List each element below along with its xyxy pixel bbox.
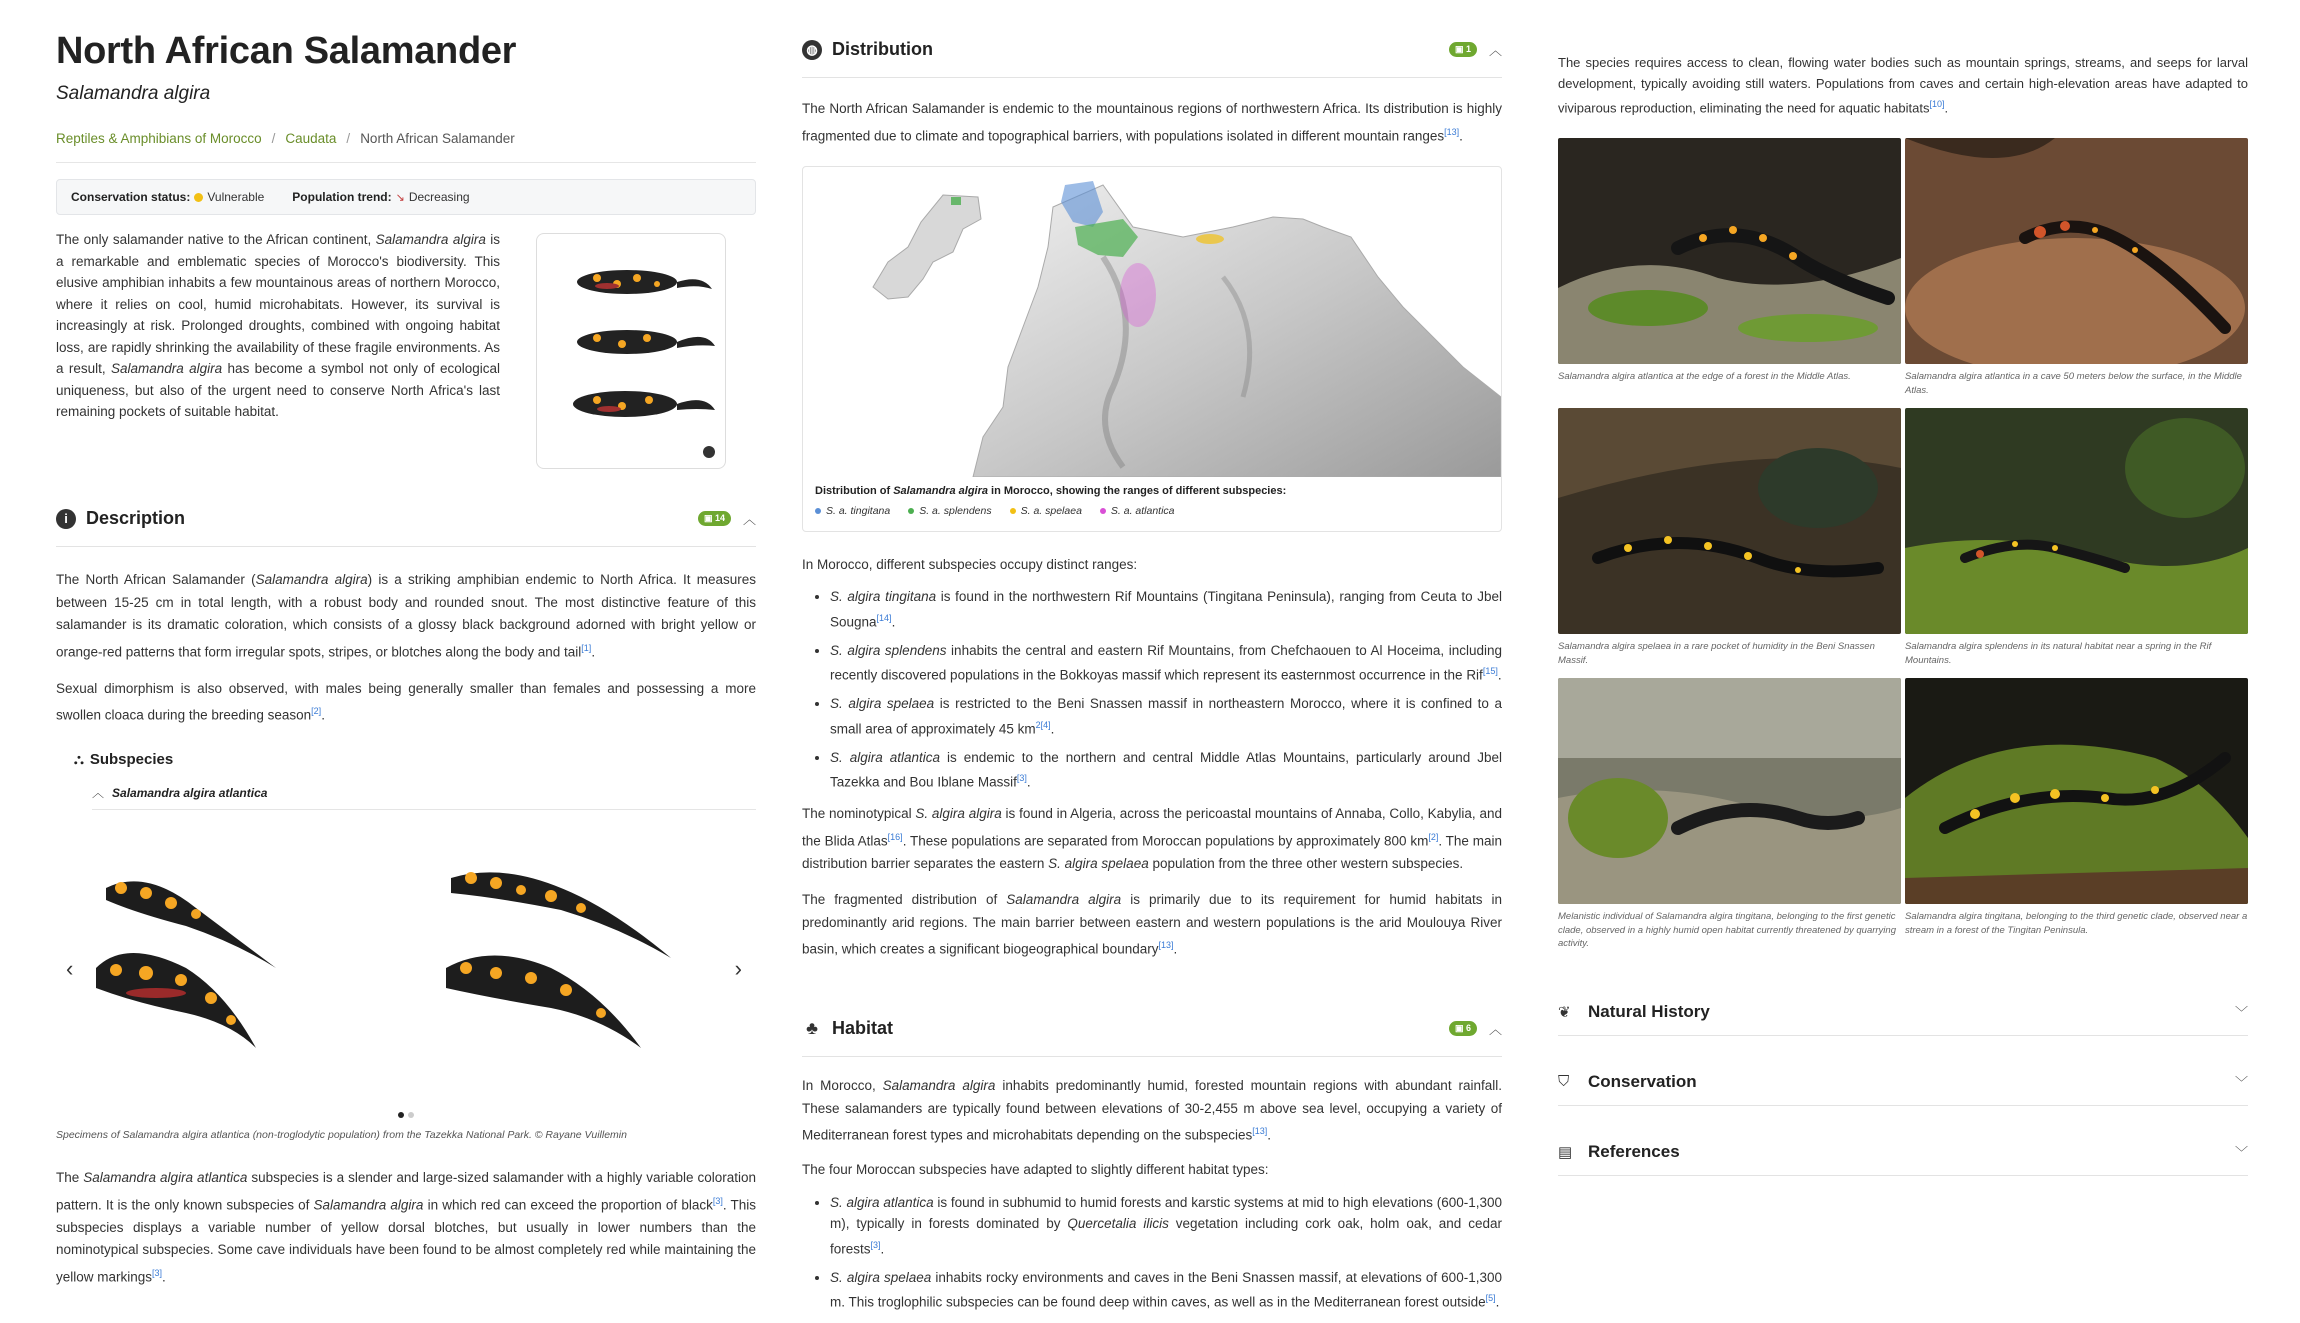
habitat-header[interactable] [802,1001,1502,1057]
gallery-item[interactable] [1905,138,2248,408]
conservation-status [71,190,264,204]
list-item: • S. algira spelaea is restricted to the Beni Snassen massif in northeastern Morocco, where it is confined to a small area of approximately 45 $km^{2[4]}$. [830,693,1502,740]
species-thumbnail[interactable] [536,233,726,469]
breadcrumb-current: North African Salamander [360,131,515,146]
carousel-caption: Specimens of Salamandra algira atlantica (non-troglodytic population) from the Tazekka National Park. © Rayane Vuillemin [56,1129,627,1141]
carousel-prev-button[interactable]: ‹ [66,956,74,981]
intro [56,229,756,469]
breadcrumb-link-reptiles[interactable]: Reptiles & Amphibians of Morocco [56,131,262,146]
habitat-title: Habitat [832,1018,894,1038]
legend-item-tingitana: S. a. tingitana [815,505,890,517]
chevron-down-icon[interactable]: ﹀ [2234,1005,2248,1021]
legend-dot-icon [908,508,914,514]
section-references[interactable] [1558,1128,2248,1176]
habitat-paragraph-1: In Morocco, Salamandra algira inhabits predominantly humid, forested mountain regions with abundant rainfall. These salamanders are typically found between elevations of 30-2,455 m above sea level, occupying a variety of Mediterranean forest types and microhabitats depending on the subspecies[13]. [802,1078,1503,1143]
gallery-item[interactable] [1905,408,2248,678]
legend-dot-icon [1010,508,1016,514]
habitat-gallery [1558,138,2248,948]
legend-dot-icon [815,508,821,514]
chevron-up-icon[interactable]: ︿ [1488,1022,1502,1037]
population-trend [292,190,469,204]
gallery-item[interactable] [1558,678,1901,948]
info-icon: i [56,509,76,529]
gallery-photo [1905,138,2248,364]
book-icon: ▤ [1558,1143,1573,1161]
status-value: Vulnerable [207,190,265,204]
list-item: • S. algira splendens inhabits the central and eastern Rif Mountains, from Chefchaouen to Al Hoceima, including recently discovered populations in the Bokkoyas massif which represent its easternmost occurrence in the Rif[15]. [830,640,1502,687]
status-label: Conservation status: [71,190,191,204]
hierarchy-icon: ⛬ [74,751,84,767]
salamander-photo-left [86,848,286,1078]
breadcrumb [56,131,756,163]
leaf-icon: ❦ [1558,1003,1571,1021]
legend-dot-icon [1100,508,1106,514]
view-icon[interactable] [703,446,715,458]
list-item: • S. algira atlantica is endemic to the northern and central Middle Atlas Mountains, particularly around Jbel Tazekka and Bou Iblane Massif[3]. [830,747,1502,794]
distribution-title: Distribution [832,39,933,59]
gallery-photo [1558,678,1901,904]
carousel-dots [56,1106,756,1121]
distribution-paragraph-3: The nominotypical S. algira algira is found in Algeria, across the pericoastal mountains of Annaba, Collo, Kabylia, and the Blida Atlas[16]. These populations are separated from Moroccan populations by approximately 800 km[2]. The main distribution barrier separates the eastern S. algira spelaea population from the three other western subspecies. [802,806,1502,871]
carousel-dot-active[interactable] [398,1112,404,1118]
image-count-badge: ▣ 1 [1449,42,1477,57]
subspecies-heading: ⛬ Subspecies [74,751,174,768]
map-caption: Distribution of Salamandra algira in Morocco, showing the ranges of different subspecies: [815,484,1287,497]
status-bar [56,179,756,215]
description-paragraph-2: Sexual dimorphism is also observed, with males being generally smaller than females and possessing a more swollen cloaca during the breeding season[2]. [56,680,756,723]
section-conservation[interactable] [1558,1058,2248,1106]
distribution-paragraph-4: The fragmented distribution of Salamandra algira is primarily due to its requirement for humid habitats in predominantly arid regions. The main barrier between eastern and western populations is the arid Moulouya River basin, which creates a significant biogeographical boundary[13]. [802,892,1503,957]
trend-value: Decreasing [408,190,470,204]
list-item: • S. algira tingitana is found in the northwestern Rif Mountains (Tingitana Peninsula), ranging from Ceuta to Jbel Sougna[14]. [830,586,1502,633]
habitat-paragraph-3: The species requires access to clean, flowing water bodies such as mountain springs, streams, and seeps for larval development, typically avoiding still waters. Populations from caves and certain high-elevation areas have adapted to viviparous reproduction, eliminating the need for aquatic habitats[10]. [1558,55,2248,116]
gallery-photo [1905,408,2248,634]
breadcrumb-separator: / [271,131,276,146]
subspecies-paragraph: The Salamandra algira atlantica subspecies is a slender and large-sized salamander with a highly variable coloration pattern. It is the only known subspecies of Salamandra algira in which red can exceed the proportion of black[3]. This subspecies displays a variable number of yellow dorsal blotches, but usually in lower numbers than the nominotypical subspecies. Some cave individuals have been found to be almost completely red while maintaining the yellow markings[3]. [56,1170,757,1284]
habitat-paragraph-2: The four Moroccan subspecies have adapted to slightly different habitat types: [802,1162,1269,1177]
column-right [1558,0,2248,1176]
distribution-paragraph-2: In Morocco, different subspecies occupy distinct ranges: [802,556,1138,572]
distribution-map[interactable] [802,166,1502,532]
gallery-photo [1558,408,1901,634]
page-title: North African Salamander [56,30,517,72]
scientific-name: Salamandra algira [56,83,211,104]
image-count-badge: ▣ 6 [1449,1021,1477,1036]
subspecies-carousel [56,848,756,1088]
chevron-up-icon[interactable]: ︿ [742,512,756,527]
description-title: Description [86,508,186,528]
carousel-dot[interactable] [408,1112,414,1118]
gallery-item[interactable] [1558,138,1901,408]
image-count-badge: ▣ 14 [698,511,731,526]
section-natural-history[interactable] [1558,988,2248,1036]
map-legend [815,505,1175,517]
trend-down-icon: ↘ [395,192,405,204]
distribution-list [802,586,1502,793]
gallery-caption: Salamandra algira spelaea in a rare pocket of humidity in the Beni Snassen Massif. [1558,641,1875,666]
salamander-photo-right [441,848,711,1078]
salamander-thumbnail-image [537,234,725,468]
description-header[interactable] [56,491,756,547]
legend-item-splendens: S. a. splendens [908,505,991,517]
gallery-caption: Melanistic individual of Salamandra algira tingitana, belonging to the first genetic clade, observed in a highly humid open habitat currently threatened by quarrying activity. [1558,911,1896,950]
chevron-up-icon[interactable]: ︿ [1488,43,1502,58]
gallery-caption: Salamandra algira atlantica at the edge of a forest in the Middle Atlas. [1558,371,1851,383]
description-paragraph-1: The North African Salamander (Salamandra algira) is a striking amphibian endemic to North Africa. It measures between 15-25 cm in total length, with a robust body and rounded snout. The most distinctive feature of this salamander is its dramatic coloration, which consists of a glossy black background adorned with bright yellow or orange-red patterns that form irregular spots, stripes, or blotches along the body and tail[1]. [56,572,756,659]
chevron-down-icon[interactable]: ﹀ [2234,1145,2248,1161]
habitat-list [802,1192,1502,1314]
distribution-paragraph-1: The North African Salamander is endemic to the mountainous regions of northwestern Africa. Its distribution is highly fragmented due to climate and topographical barriers, with populations isolated in different mountain ranges[13]. [802,101,1502,143]
intro-text: The only salamander native to the African continent, Salamandra algira is a remarkable and emblematic species of Morocco's biodiversity. This elusive amphibian inhabits a few mountainous areas of northern Morocco, where it relies on cool, humid microhabitats. However, its survival is increasingly at risk. Prolonged droughts, combined with ongoing habitat loss, are rapidly shrinking the availability of these fragile environments. As a result, Salamandra algira has become a symbol not only of ecological uniqueness, but also of the urgent need to conserve North Africa's last remaining pockets of suitable habitat. [56,232,501,419]
globe-icon: ◍ [802,40,822,60]
gallery-caption: Salamandra algira atlantica in a cave 50 meters below the surface, in the Middle Atlas. [1905,371,2242,396]
morocco-relief-map [803,167,1501,477]
gallery-item[interactable] [1905,678,2248,948]
tree-icon: ♣ [806,1018,818,1038]
chevron-up-icon: ︿ [92,786,105,800]
chevron-down-icon[interactable]: ﹀ [2234,1075,2248,1091]
natural-history-title: Natural History [1588,1001,1710,1021]
list-item: • S. algira atlantica is found in subhumid to humid forests and karstic systems at mid to high elevations (600-1,300 m), typically in forests dominated by Quercetalia ilicis vegetation including cork oak, holm oak, and cedar forests[3]. [830,1192,1502,1260]
gallery-item[interactable] [1558,408,1901,678]
trend-label: Population trend: [292,190,392,204]
gallery-caption: Salamandra algira tingitana, belonging to the third genetic clade, observed near a stream in a forest of the Tingitan Peninsula. [1905,911,2248,936]
subspecies-accordion-item[interactable]: ︿ Salamandra algira atlantica [92,784,756,810]
references-title: References [1588,1141,1680,1161]
carousel-next-button[interactable]: › [734,956,742,981]
list-item: • S. algira spelaea inhabits rocky environments and caves in the Beni Snassen massif, at elevations of 600-1,300 m. This troglophilic subspecies can be found deep within caves, as well as in the Mediterranean forest outside[5]. [830,1267,1502,1314]
column-middle [802,0,1502,1320]
breadcrumb-link-caudata[interactable]: Caudata [285,131,337,146]
column-left [56,0,756,1289]
legend-item-spelaea: S. a. spelaea [1010,505,1082,517]
shield-icon: ⛉ [1558,1073,1570,1091]
breadcrumb-separator: / [346,131,351,146]
status-dot-icon [194,193,203,202]
gallery-photo [1558,138,1901,364]
gallery-caption: Salamandra algira splendens in its natural habitat near a spring in the Rif Mountains. [1905,641,2212,666]
legend-item-atlantica: S. a. atlantica [1100,505,1175,517]
distribution-header[interactable] [802,22,1502,78]
conservation-title: Conservation [1588,1071,1697,1091]
gallery-photo [1905,678,2248,904]
